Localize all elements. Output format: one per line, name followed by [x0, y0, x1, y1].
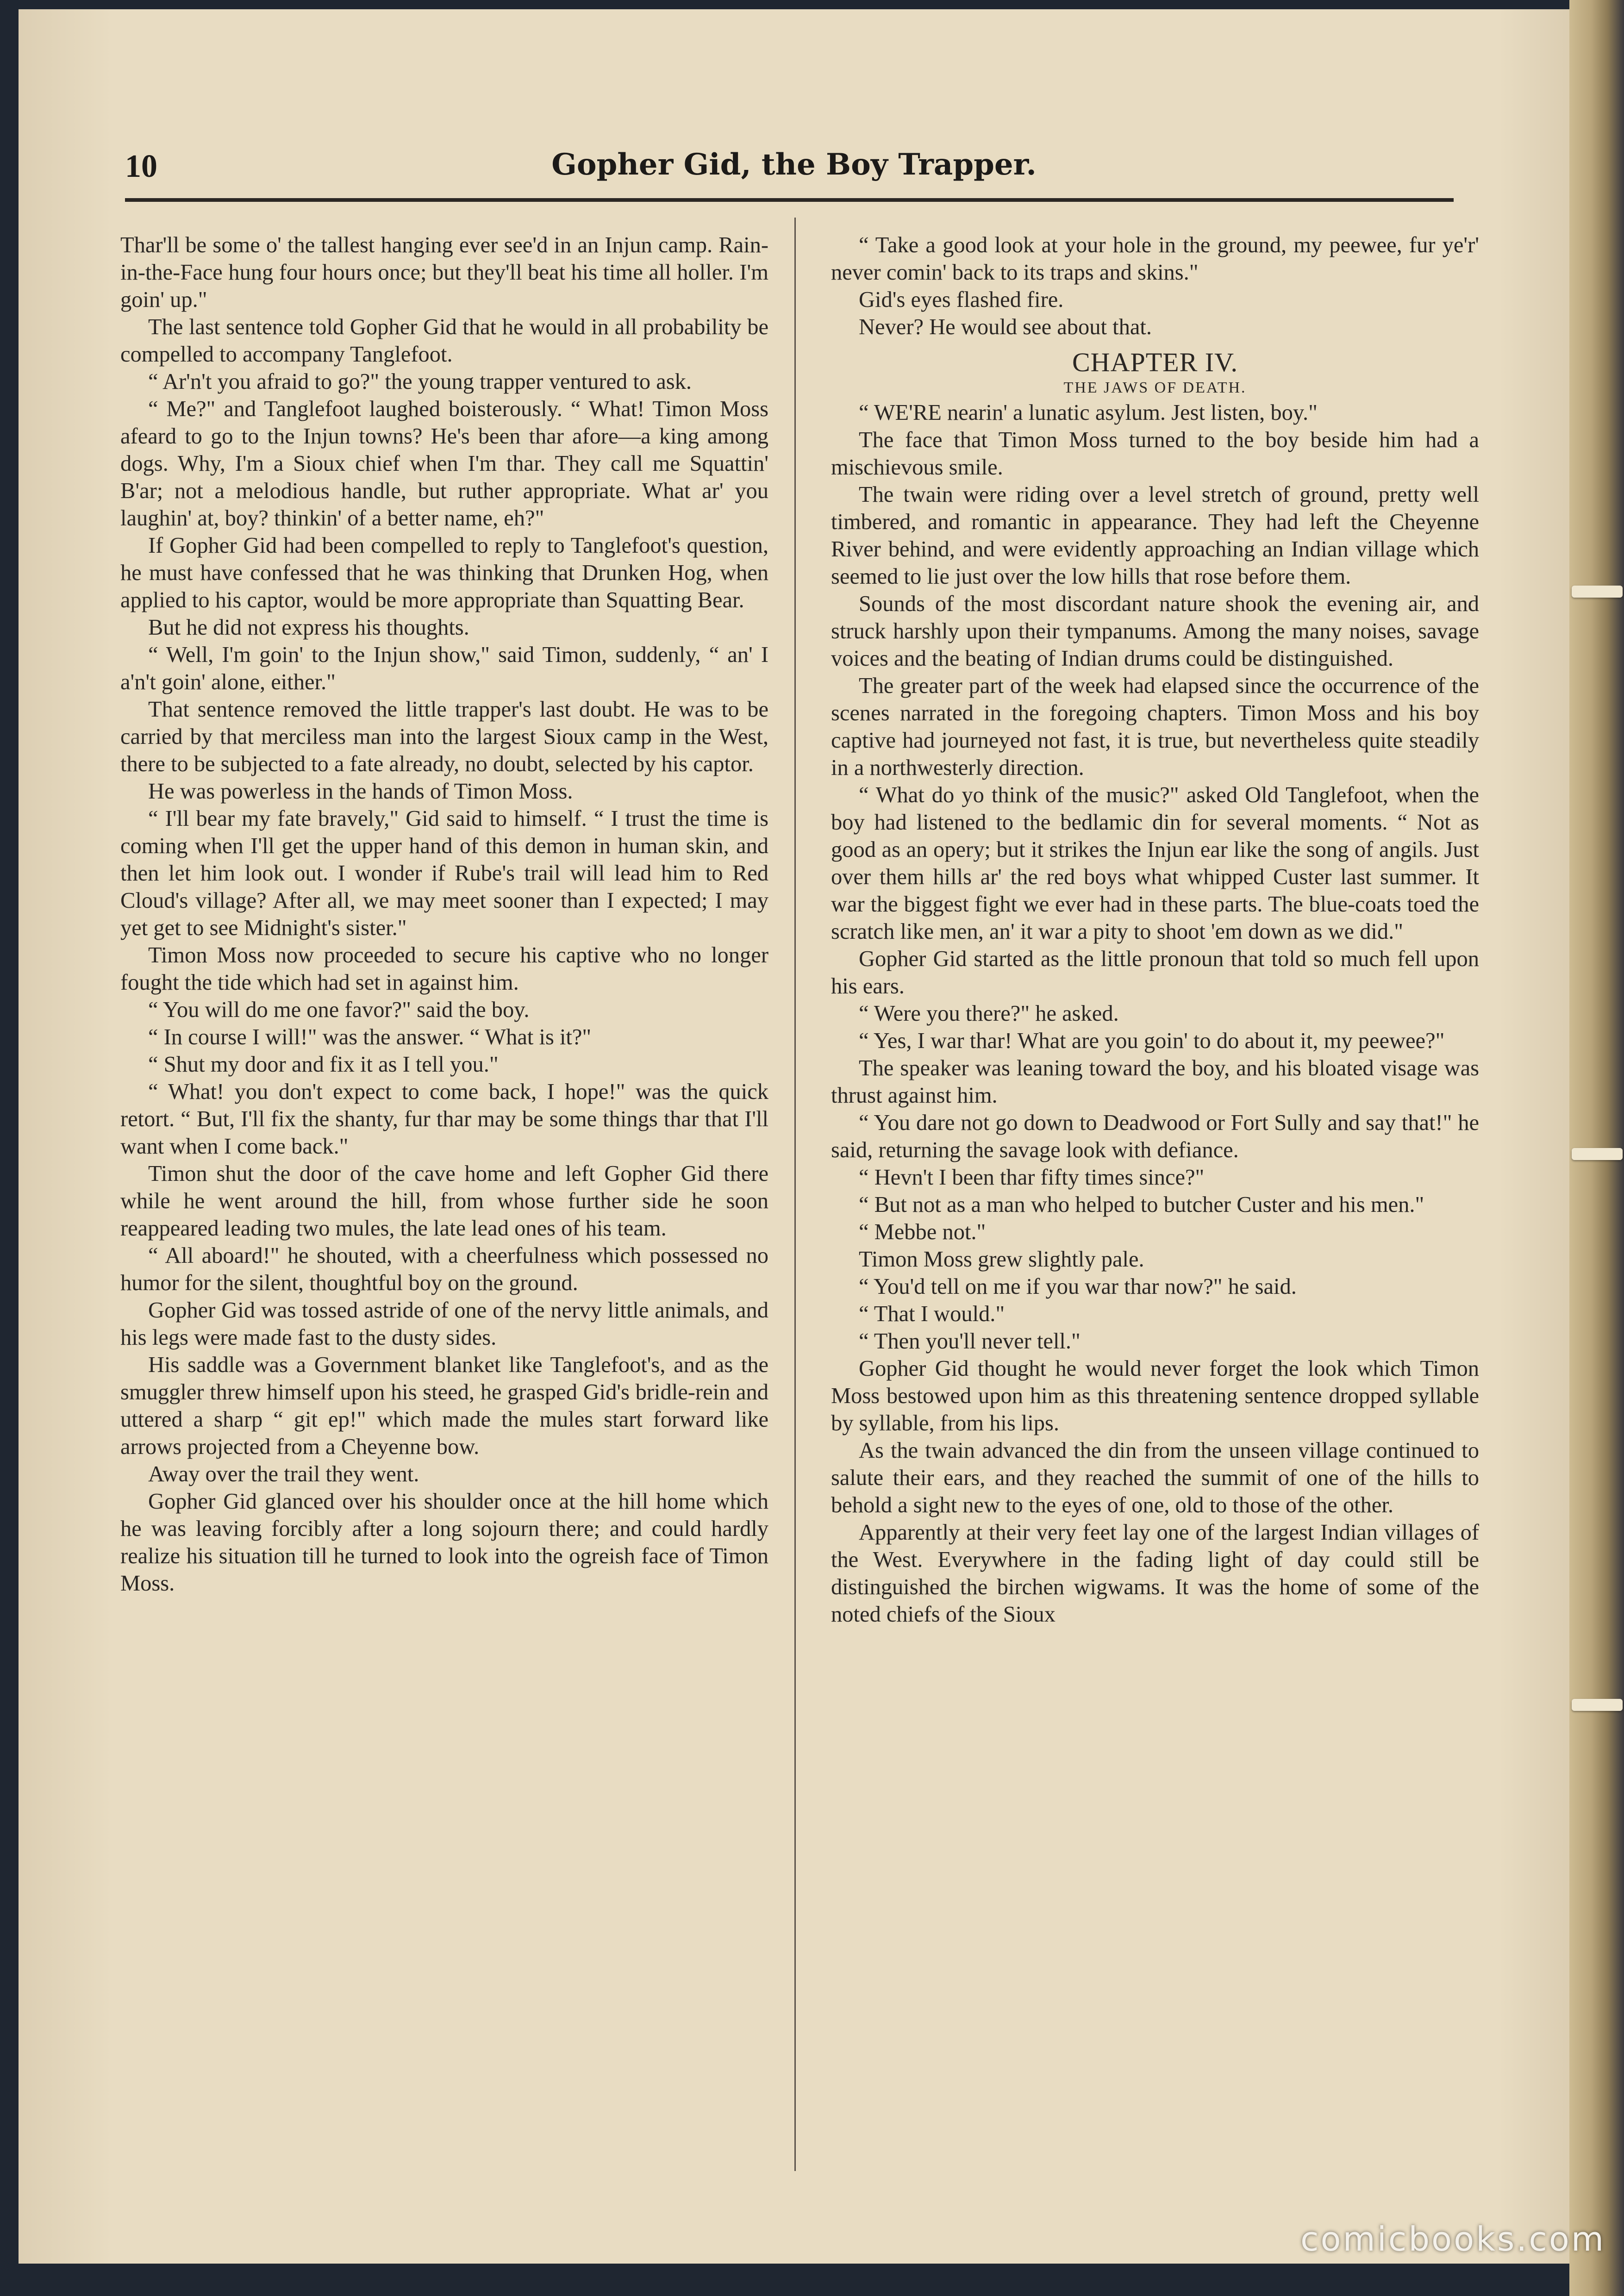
paragraph: “ What do yo think of the music?" asked Old Tanglefoot, when the boy had listened to the bedlamic din for several moments. “ Not as good as an opery; but it strikes the Injun ear like the song of angils. Just over them hills ar' the red boys what whipped Custer last summer. It war the biggest fight we ever had in these parts. The blue-coats toed the scratch like men, an' it war a pity to shoot 'em down as we did." [831, 783, 1479, 944]
paragraph: He was powerless in the hands of Timon Moss. [148, 779, 573, 804]
paragraph: Never? He would see about that. [859, 315, 1152, 339]
paragraph: “ Mebbe not." [859, 1220, 986, 1244]
paragraph: “ In course I will!" was the answer. “ What is it?" [148, 1025, 592, 1049]
paragraph: “ You will do me one favor?" said the boy. [148, 998, 530, 1022]
paragraph: Gopher Gid glanced over his shoulder once at the hill home which he was leaving forcibly after a long sojourn there; and could hardly realize his situation till he turned to look into the ogreish face of Timon Moss. [120, 1489, 768, 1596]
running-title: Gopher Gid, the Boy Trapper. [551, 147, 1037, 182]
chapter-subtitle: THE JAWS OF DEATH. [1063, 379, 1247, 396]
paragraph: “ Well, I'm goin' to the Injun show," said Timon, suddenly, “ an' I a'n't goin' alone, either." [120, 643, 768, 694]
paragraph: The last sentence told Gopher Gid that he would in all probability be compelled to accompany Tanglefoot. [120, 315, 768, 367]
paragraph: Timon Moss now proceeded to secure his captive who no longer fought the tide which had set in against him. [120, 943, 768, 995]
paragraph: “ But not as a man who helped to butcher Custer and his men." [859, 1192, 1424, 1217]
paragraph: “ What! you don't expect to come back, I hope!" was the quick retort. “ But, I'll fix the shanty, fur thar may be some things thar that I'll want when I come back." [120, 1079, 768, 1159]
paragraph: “ Hevn't I been thar fifty times since?" [859, 1165, 1205, 1190]
page-header [125, 139, 1463, 190]
chapter-title: CHAPTER IV. [1072, 347, 1238, 377]
paragraph: The twain were riding over a level stretch of ground, pretty well timbered, and romantic in appearance. They had left the Cheyenne River behind, and were evidently approaching an Indian village which seemed to lie just over the low hills that rose before them. [831, 482, 1479, 589]
paragraph: “ Then you'll never tell." [859, 1329, 1081, 1354]
paragraph: “ You dare not go down to Deadwood or Fort Sully and say that!" he said, returning the savage look with defiance. [831, 1111, 1479, 1162]
paragraph: “ WE'RE nearin' a lunatic asylum. Jest listen, boy." [859, 400, 1318, 425]
paragraph: Gid's eyes flashed fire. [859, 287, 1064, 312]
column-divider [794, 218, 796, 2171]
paragraph: Away over the trail they went. [148, 1462, 419, 1486]
right-column [831, 231, 1479, 1628]
paragraph: Thar'll be some o' the tallest hanging ever see'd in an Injun camp. Rain-in-the-Face hung four hours once; but they'll beat his time all holler. I'm goin' up." [120, 233, 768, 312]
paragraph: His saddle was a Government blanket like Tanglefoot's, and as the smuggler threw himself upon his steed, he grasped Gid's bridle-rein and uttered a sharp “ git ep!" which made the mules start forward like arrows projected from a Cheyenne bow. [120, 1353, 768, 1459]
paragraph: “ You'd tell on me if you war thar now?" he said. [859, 1274, 1297, 1299]
paragraph: Sounds of the most discordant nature shook the evening air, and struck harshly upon their tympanums. Among the many noises, savage voices and the beating of Indian drums could be distinguished. [831, 592, 1479, 671]
paragraph: The speaker was leaning toward the boy, and his bloated visage was thrust against him. [831, 1056, 1479, 1108]
paragraph: “ Ar'n't you afraid to go?" the young trapper ventured to ask. [148, 369, 692, 394]
paragraph: If Gopher Gid had been compelled to reply to Tanglefoot's question, he must have confessed that he was thinking that Drunken Hog, when applied to his captor, would be more appropriate than Squatting Bear. [120, 533, 768, 612]
paragraph: As the twain advanced the din from the unseen village continued to salute their ears, and they reached the summit of one of the hills to behold a sight new to the eyes of one, old to those of the other. [831, 1438, 1479, 1517]
paragraph: The face that Timon Moss turned to the boy beside him had a mischievous smile. [831, 428, 1479, 480]
paragraph: But he did not express his thoughts. [148, 615, 469, 640]
paragraph: Timon shut the door of the cave home and left Gopher Gid there while he went around the hill, from whose further side he soon reappeared leading two mules, the late lead ones of his team. [120, 1161, 768, 1241]
paragraph: “ Take a good look at your hole in the ground, my peewee, fur ye'r' never comin' back to its traps and skins." [831, 233, 1479, 285]
paragraph: The greater part of the week had elapsed since the occurrence of the scenes narrated in the foregoing chapters. Timon Moss and his boy captive had journeyed not fast, it is true, but nevertheless quite steadily in a northwesterly direction. [831, 674, 1479, 780]
watermark: comicbooks.com [1300, 2220, 1605, 2259]
paragraph: “ That I would." [859, 1302, 1005, 1326]
paragraph: Timon Moss grew slightly pale. [859, 1247, 1144, 1272]
binding-stitch [1572, 586, 1623, 598]
paragraph: “ Yes, I war thar! What are you goin' to do about it, my peewee?" [859, 1029, 1445, 1053]
binding-stitch [1572, 1699, 1623, 1711]
paragraph: Gopher Gid started as the little pronoun that told so much fell upon his ears. [831, 947, 1479, 998]
binding-stitch [1572, 1148, 1623, 1160]
page-number: 10 [125, 149, 157, 184]
paragraph: Gopher Gid was tossed astride of one of the nervy little animals, and his legs were made fast to the dusty sides. [120, 1298, 768, 1350]
paragraph: “ Me?" and Tanglefoot laughed boisterously. “ What! Timon Moss afeard to go to the Injun towns? He's been thar afore—a king among dogs. Why, I'm a Sioux chief when I'm thar. They call me Squattin' B'ar; not a melodious handle, but ruther appropriate. What ar' you laughin' at, boy? thinkin' of a better name, eh?" [120, 397, 768, 530]
left-column [120, 231, 768, 1597]
paragraph: Apparently at their very feet lay one of the largest Indian villages of the West. Everywhere in the fading light of day could still be distinguished the birchen wigwams. It was the home of some of the noted chiefs of the Sioux [831, 1520, 1479, 1627]
paragraph: “ Were you there?" he asked. [859, 1001, 1119, 1026]
paragraph: “ Shut my door and fix it as I tell you." [148, 1052, 499, 1077]
paragraph: “ I'll bear my fate bravely," Gid said to himself. “ I trust the time is coming when I'll get the upper hand of this demon in human skin, and then let him look out. I wonder if Rube's trail will lead him to Red Cloud's village? After all, we may meet sooner than I expected; I may yet get to see Midnight's sister." [120, 806, 768, 940]
paragraph: That sentence removed the little trapper's last doubt. He was to be carried by that merciless man into the largest Sioux camp in the West, there to be subjected to a fate already, no doubt, selected by his captor. [120, 697, 768, 776]
header-rule [125, 198, 1454, 202]
paragraph: “ All aboard!" he shouted, with a cheerfulness which possessed no humor for the silent, thoughtful boy on the ground. [120, 1243, 768, 1295]
paragraph: Gopher Gid thought he would never forget the look which Timon Moss bestowed upon him as this threatening sentence dropped syllable by syllable, from his lips. [831, 1356, 1479, 1435]
